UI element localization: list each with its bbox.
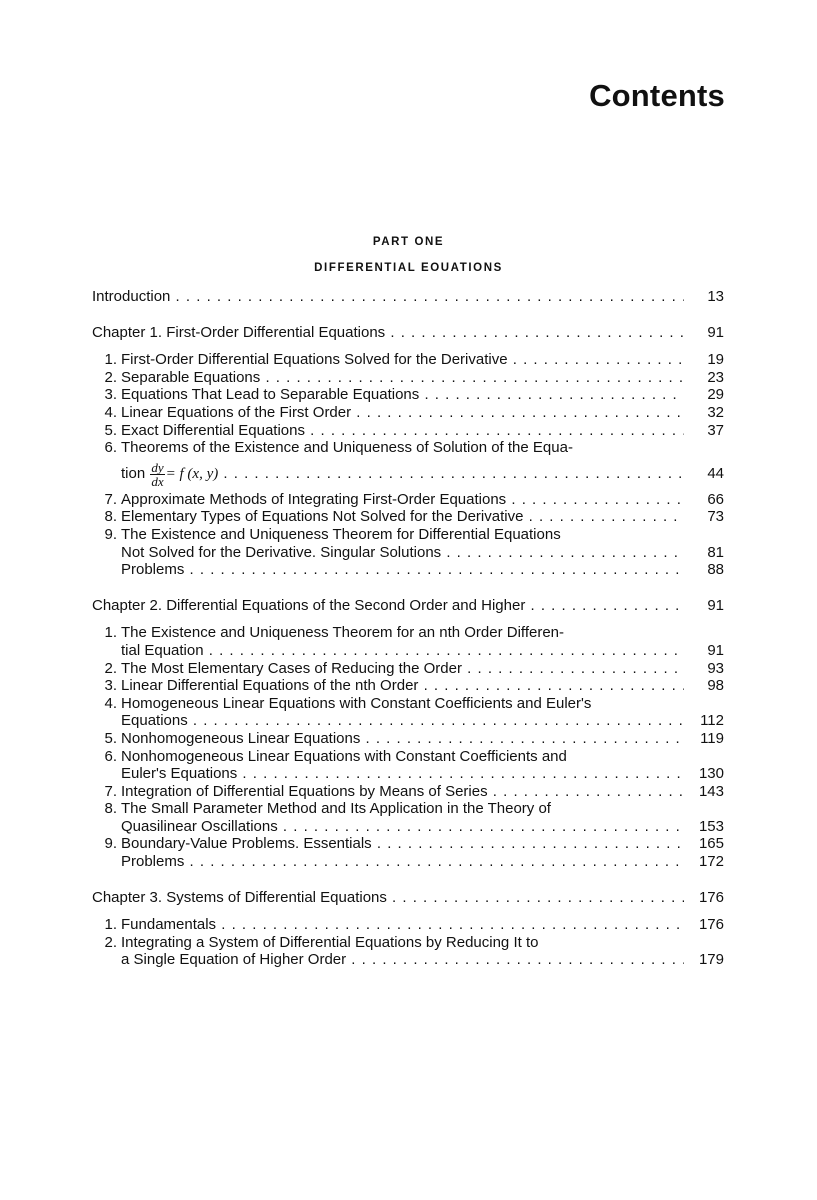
toc-page-number: 119	[700, 729, 724, 747]
toc-page-number: 44	[707, 464, 724, 482]
toc-page-number: 19	[707, 351, 724, 369]
section-title-cell	[121, 853, 684, 871]
section-title-cell	[121, 730, 684, 748]
toc-page-number: 91	[707, 641, 724, 659]
section-title: Quasilinear Oscillations . . .	[121, 818, 684, 835]
toc-page-number: 179	[698, 951, 724, 969]
section-title: Fundamentals . . .	[121, 916, 684, 933]
toc-section-continued	[92, 712, 724, 730]
section-title-cell	[121, 748, 684, 766]
section-title-cell	[121, 526, 684, 544]
section-number: 6.	[104, 747, 117, 765]
section-title: Integrating a System of Differential Equations by Reducing It to	[121, 933, 539, 951]
section-number: 2.	[104, 659, 117, 677]
toc-section[interactable]	[92, 783, 724, 801]
toc-page-number: 73	[707, 508, 724, 526]
toc-section[interactable]	[92, 508, 724, 526]
toc-page-number: 81	[707, 543, 724, 561]
section-title-cell	[121, 835, 684, 853]
toc-page-number: 29	[707, 386, 724, 404]
section-title: Equations . . .	[121, 712, 684, 729]
section-title: First-Order Differential Equations Solved for the Derivative . . .	[121, 351, 684, 368]
toc-section[interactable]	[92, 916, 724, 934]
section-number: 9.	[104, 525, 117, 543]
section-title: Elementary Types of Equations Not Solved for the Derivative . . .	[121, 508, 684, 525]
section-title: Equations That Lead to Separable Equations . . .	[121, 386, 684, 403]
toc-page-number: 23	[707, 368, 724, 386]
chapter-title-cell	[92, 597, 684, 615]
section-number: 7.	[104, 490, 117, 508]
section-title-cell	[121, 439, 684, 457]
section-title: Not Solved for the Derivative. Singular Solutions . . .	[121, 544, 684, 561]
toc-entry-text: Introduction . . .	[92, 288, 684, 305]
toc-section[interactable]	[92, 439, 724, 457]
section-title: Exact Differential Equations . . .	[121, 422, 684, 439]
section-number: 1.	[104, 916, 117, 934]
section-number: 9.	[104, 835, 117, 853]
fraction-numerator: dy	[151, 459, 164, 475]
section-number: 1.	[104, 624, 117, 642]
toc-page-number: 98	[707, 677, 724, 695]
toc-section-continued	[92, 642, 724, 660]
toc-page-number: 13	[707, 288, 724, 305]
toc-section[interactable]	[92, 351, 724, 369]
toc-section[interactable]	[92, 422, 724, 440]
toc-section[interactable]	[92, 835, 724, 853]
toc-section[interactable]	[92, 526, 724, 544]
toc-page-number: 91	[707, 323, 724, 341]
toc-section-continued	[92, 818, 724, 836]
toc-chapter-2[interactable]	[92, 597, 724, 615]
toc-page-number: 176	[698, 888, 724, 906]
section-title: The Existence and Uniqueness Theorem for an nth Order Differen-	[121, 624, 565, 642]
section-title-cell	[121, 800, 684, 818]
section-title: Homogeneous Linear Equations with Constant Coefficients and Euler's	[121, 694, 592, 712]
section-title: Linear Differential Equations of the nth Order . . .	[121, 677, 684, 694]
toc-page-number: 143	[698, 782, 724, 800]
section-title-cell	[121, 677, 684, 695]
toc-section[interactable]	[92, 695, 724, 713]
section-title-cell	[121, 783, 684, 801]
toc-section[interactable]	[92, 800, 724, 818]
section-title-cell	[121, 491, 684, 509]
section-title-text: tion	[121, 464, 150, 482]
section-number: 7.	[104, 782, 117, 800]
section-title-cell	[121, 351, 684, 369]
section-title-cell	[121, 642, 684, 660]
section-title	[121, 459, 684, 489]
part-label: PART ONE	[372, 236, 445, 248]
section-number: 3.	[104, 677, 117, 695]
section-title: Problems . . .	[121, 561, 684, 578]
section-title-cell	[121, 386, 684, 404]
part-name: DIFFERENTIAL EOUATIONS	[314, 262, 503, 274]
section-number: 2.	[104, 933, 117, 951]
toc-section[interactable]	[92, 934, 724, 952]
formula	[149, 457, 218, 491]
section-number: 6.	[104, 439, 117, 457]
toc-page-number: 37	[707, 421, 724, 439]
toc-page-number: 172	[698, 853, 724, 871]
section-title: Euler's Equations . . .	[121, 765, 684, 782]
section-title: Separable Equations . . .	[121, 369, 684, 386]
section-number: 8.	[104, 508, 117, 526]
section-number: 5.	[104, 729, 117, 747]
section-title-cell	[121, 818, 684, 836]
section-title: Linear Equations of the First Order . . .	[121, 404, 684, 421]
section-title: a Single Equation of Higher Order . . .	[121, 951, 684, 968]
section-title-cell	[121, 765, 684, 783]
section-title-cell	[121, 660, 684, 678]
toc-section-continued	[92, 457, 724, 491]
section-number: 3.	[104, 386, 117, 404]
chapter-title: Chapter 3. Systems of Differential Equations . . .	[92, 889, 684, 906]
section-title: tial Equation . . .	[121, 642, 684, 659]
section-number: 5.	[104, 421, 117, 439]
toc-section[interactable]	[92, 677, 724, 695]
section-number: 4.	[104, 694, 117, 712]
section-title-cell	[121, 951, 684, 969]
toc-page-number: 32	[707, 403, 724, 421]
section-number: 8.	[104, 800, 117, 818]
section-title: Boundary-Value Problems. Essentials . . .	[121, 835, 684, 852]
toc-section[interactable]	[92, 404, 724, 422]
section-title-cell	[121, 457, 684, 491]
toc-chapter-3[interactable]	[92, 889, 724, 907]
section-title: Approximate Methods of Integrating First-Order Equations . . .	[121, 491, 684, 508]
toc-page-number: 153	[698, 817, 724, 835]
section-title-cell	[121, 934, 684, 952]
chapter-title-cell	[92, 324, 684, 342]
section-title-cell	[121, 508, 684, 526]
toc-introduction[interactable]	[92, 288, 724, 306]
toc-section-continued	[92, 544, 724, 562]
section-title-cell	[121, 544, 684, 562]
toc-section-continued	[92, 951, 724, 969]
toc-section[interactable]	[92, 491, 724, 509]
toc-section[interactable]	[92, 624, 724, 642]
section-title: The Most Elementary Cases of Reducing the Order . . .	[121, 660, 684, 677]
chapter-title-cell	[92, 889, 684, 907]
toc-section[interactable]	[92, 369, 724, 387]
toc-page-number: 130	[698, 765, 724, 783]
section-title: The Existence and Uniqueness Theorem for Differential Equations	[121, 525, 561, 543]
table-of-contents	[92, 286, 724, 969]
toc-section[interactable]	[92, 730, 724, 748]
section-number: 1.	[104, 351, 117, 369]
fraction	[150, 461, 164, 488]
section-title-cell	[121, 624, 684, 642]
chapter-title: Chapter 2. Differential Equations of the Second Order and Higher . . .	[92, 597, 684, 614]
section-title: Integration of Differential Equations by Means of Series . . .	[121, 783, 684, 800]
page-title: Contents	[589, 78, 725, 113]
formula-rhs: = f (x, y)	[165, 465, 219, 482]
section-title: Theorems of the Existence and Uniqueness of Solution of the Equa-	[121, 439, 573, 457]
toc-section[interactable]	[92, 386, 724, 404]
toc-page-number: 165	[698, 835, 724, 853]
fraction-denominator: dx	[151, 473, 164, 489]
toc-page-number: 176	[698, 916, 724, 934]
toc-page-number: 93	[707, 659, 724, 677]
section-title: Problems . . .	[121, 853, 684, 870]
section-title-cell	[121, 422, 684, 440]
section-title: The Small Parameter Method and Its Application in the Theory of	[121, 800, 551, 818]
toc-section[interactable]	[92, 660, 724, 678]
section-number: 4.	[104, 403, 117, 421]
toc-section[interactable]	[92, 561, 724, 579]
toc-page-number: 112	[700, 712, 724, 730]
toc-chapter-1[interactable]	[92, 324, 724, 342]
section-title: Nonhomogeneous Linear Equations with Constant Coefficients and	[121, 747, 567, 765]
section-title-cell	[121, 404, 684, 422]
section-title-cell	[121, 369, 684, 387]
section-title-cell	[121, 712, 684, 730]
toc-section[interactable]	[92, 853, 724, 871]
toc-page-number: 91	[707, 596, 724, 614]
chapter-title: Chapter 1. First-Order Differential Equations . . .	[92, 324, 684, 341]
toc-page-number: 88	[707, 561, 724, 579]
toc-page-number: 66	[707, 490, 724, 508]
toc-section-continued	[92, 765, 724, 783]
toc-section[interactable]	[92, 748, 724, 766]
section-title-cell	[121, 695, 684, 713]
section-title-cell	[121, 561, 684, 579]
section-title-cell	[121, 916, 684, 934]
section-number: 2.	[104, 368, 117, 386]
section-title: Nonhomogeneous Linear Equations . . .	[121, 730, 684, 747]
